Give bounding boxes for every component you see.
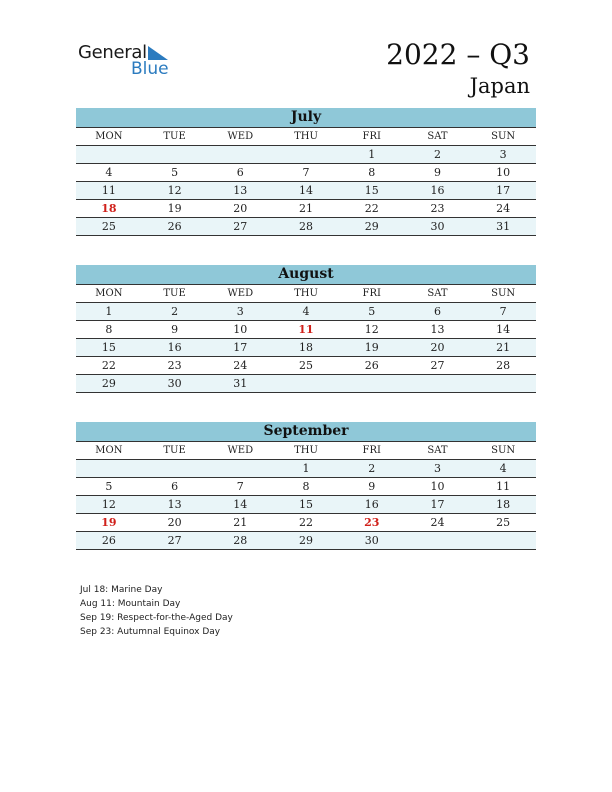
- week-row: [76, 146, 536, 164]
- week-row: [76, 218, 536, 236]
- day-cell: 24: [430, 516, 445, 529]
- holiday-day-cell: 19: [101, 516, 117, 529]
- weekday-label: SAT: [427, 131, 448, 142]
- day-cell: 27: [233, 220, 248, 233]
- day-cell: 8: [105, 323, 113, 336]
- country-name: Japan: [469, 74, 530, 98]
- month-title: August: [76, 265, 536, 285]
- day-cell: 22: [101, 359, 116, 372]
- weekday-label: WED: [227, 445, 254, 456]
- day-cell: 4: [302, 305, 310, 318]
- day-cell: 13: [167, 498, 182, 511]
- month-calendar: [76, 265, 536, 393]
- day-cell: 15: [364, 184, 379, 197]
- month-calendar: [76, 422, 536, 550]
- day-cell: 12: [364, 323, 379, 336]
- weekday-label: MON: [95, 445, 123, 456]
- day-cell: 25: [299, 359, 314, 372]
- day-cell: 25: [101, 220, 116, 233]
- holiday-day-cell: 18: [101, 202, 117, 215]
- day-cell: 25: [496, 516, 511, 529]
- day-cell: [405, 532, 471, 549]
- day-cell: 13: [430, 323, 445, 336]
- day-cell: 5: [171, 166, 179, 179]
- weekday-header-row: [76, 128, 536, 146]
- day-cell: 24: [233, 359, 248, 372]
- day-cell: 26: [101, 534, 116, 547]
- day-cell: 6: [171, 480, 179, 493]
- day-cell: 3: [433, 462, 441, 475]
- day-cell: [470, 375, 536, 392]
- weekday-label: SUN: [491, 131, 516, 142]
- day-cell: 20: [167, 516, 182, 529]
- day-cell: 31: [233, 377, 248, 390]
- day-cell: 26: [364, 359, 379, 372]
- weekday-label: SAT: [427, 445, 448, 456]
- weekday-label: THU: [294, 288, 318, 299]
- weekday-header-row: [76, 442, 536, 460]
- weekday-label: TUE: [163, 131, 186, 142]
- day-cell: 2: [368, 462, 376, 475]
- day-cell: 5: [368, 305, 376, 318]
- weekday-label: TUE: [163, 288, 186, 299]
- day-cell: 4: [105, 166, 113, 179]
- weekday-label: THU: [294, 445, 318, 456]
- logo-text-blue: Blue: [131, 59, 169, 79]
- day-cell: 10: [496, 166, 511, 179]
- day-cell: 2: [433, 148, 441, 161]
- day-cell: 30: [167, 377, 182, 390]
- month-title: July: [76, 108, 536, 128]
- day-cell: 3: [499, 148, 507, 161]
- week-row: [76, 532, 536, 550]
- day-cell: 26: [167, 220, 182, 233]
- day-cell: 7: [236, 480, 244, 493]
- day-cell: 27: [430, 359, 445, 372]
- week-row: [76, 460, 536, 478]
- day-cell: 19: [364, 341, 379, 354]
- weekday-label: FRI: [362, 288, 381, 299]
- day-cell: 17: [496, 184, 511, 197]
- day-cell: 7: [499, 305, 507, 318]
- day-cell: [207, 146, 273, 163]
- day-cell: 1: [105, 305, 113, 318]
- weekday-label: WED: [227, 288, 254, 299]
- holiday-notes: [80, 583, 233, 639]
- day-cell: 6: [433, 305, 441, 318]
- day-cell: 27: [167, 534, 182, 547]
- week-row: [76, 357, 536, 375]
- day-cell: 14: [233, 498, 248, 511]
- weekday-label: MON: [95, 288, 123, 299]
- day-cell: [470, 532, 536, 549]
- logo-triangle-icon: [148, 46, 168, 60]
- day-cell: 23: [430, 202, 445, 215]
- day-cell: 1: [368, 148, 376, 161]
- holiday-day-cell: 11: [298, 323, 314, 336]
- day-cell: [142, 460, 208, 477]
- day-cell: [207, 460, 273, 477]
- day-cell: 31: [496, 220, 511, 233]
- day-cell: 28: [233, 534, 248, 547]
- week-row: [76, 182, 536, 200]
- day-cell: [273, 375, 339, 392]
- holiday-note: Jul 18: Marine Day: [80, 585, 163, 595]
- day-cell: 5: [105, 480, 113, 493]
- day-cell: 22: [299, 516, 314, 529]
- quarter-title: 2022 – Q3: [386, 38, 530, 71]
- day-cell: 16: [167, 341, 182, 354]
- generalblue-logo: [78, 42, 178, 82]
- day-cell: 11: [496, 480, 511, 493]
- weekday-label: WED: [227, 131, 254, 142]
- day-cell: 17: [430, 498, 445, 511]
- day-cell: 23: [167, 359, 182, 372]
- week-row: [76, 164, 536, 182]
- day-cell: 28: [496, 359, 511, 372]
- day-cell: 12: [101, 498, 116, 511]
- weekday-label: TUE: [163, 445, 186, 456]
- day-cell: 2: [171, 305, 179, 318]
- day-cell: 14: [299, 184, 314, 197]
- day-cell: 15: [299, 498, 314, 511]
- weekday-label: FRI: [362, 445, 381, 456]
- day-cell: 20: [233, 202, 248, 215]
- day-cell: 11: [101, 184, 116, 197]
- day-cell: 13: [233, 184, 248, 197]
- day-cell: 21: [299, 202, 314, 215]
- day-cell: 1: [302, 462, 310, 475]
- day-cell: [273, 146, 339, 163]
- week-row: [76, 514, 536, 532]
- day-cell: 6: [236, 166, 244, 179]
- day-cell: 9: [433, 166, 441, 179]
- week-row: [76, 478, 536, 496]
- week-row: [76, 339, 536, 357]
- weekday-label: MON: [95, 131, 123, 142]
- week-row: [76, 375, 536, 393]
- weekday-label: SUN: [491, 445, 516, 456]
- day-cell: 21: [233, 516, 248, 529]
- weekday-header-row: [76, 285, 536, 303]
- week-row: [76, 321, 536, 339]
- day-cell: 15: [101, 341, 116, 354]
- day-cell: 18: [299, 341, 314, 354]
- weekday-label: SAT: [427, 288, 448, 299]
- weekday-label: THU: [294, 131, 318, 142]
- day-cell: 8: [368, 166, 376, 179]
- day-cell: [76, 146, 142, 163]
- day-cell: 16: [364, 498, 379, 511]
- day-cell: 28: [299, 220, 314, 233]
- week-row: [76, 303, 536, 321]
- day-cell: 12: [167, 184, 182, 197]
- day-cell: 16: [430, 184, 445, 197]
- day-cell: 24: [496, 202, 511, 215]
- day-cell: 17: [233, 341, 248, 354]
- month-calendar: [76, 108, 536, 236]
- day-cell: 9: [171, 323, 179, 336]
- weekday-label: FRI: [362, 131, 381, 142]
- holiday-note: Sep 23: Autumnal Equinox Day: [80, 627, 221, 637]
- holiday-day-cell: 23: [364, 516, 380, 529]
- day-cell: 29: [101, 377, 116, 390]
- day-cell: 29: [364, 220, 379, 233]
- day-cell: 10: [233, 323, 248, 336]
- day-cell: 30: [430, 220, 445, 233]
- week-row: [76, 496, 536, 514]
- holiday-note: Aug 11: Mountain Day: [80, 599, 181, 609]
- day-cell: 29: [299, 534, 314, 547]
- day-cell: 21: [496, 341, 511, 354]
- day-cell: 10: [430, 480, 445, 493]
- day-cell: 30: [364, 534, 379, 547]
- day-cell: [76, 460, 142, 477]
- day-cell: [142, 146, 208, 163]
- day-cell: 8: [302, 480, 310, 493]
- day-cell: [339, 375, 405, 392]
- day-cell: 19: [167, 202, 182, 215]
- day-cell: 22: [364, 202, 379, 215]
- day-cell: 4: [499, 462, 507, 475]
- logo-text-general: General: [78, 42, 147, 63]
- day-cell: [405, 375, 471, 392]
- day-cell: 18: [496, 498, 511, 511]
- month-title: September: [76, 422, 536, 442]
- day-cell: 3: [236, 305, 244, 318]
- day-cell: 20: [430, 341, 445, 354]
- day-cell: 14: [496, 323, 511, 336]
- day-cell: 7: [302, 166, 310, 179]
- holiday-note: Sep 19: Respect-for-the-Aged Day: [80, 613, 233, 623]
- week-row: [76, 200, 536, 218]
- weekday-label: SUN: [491, 288, 516, 299]
- day-cell: 9: [368, 480, 376, 493]
